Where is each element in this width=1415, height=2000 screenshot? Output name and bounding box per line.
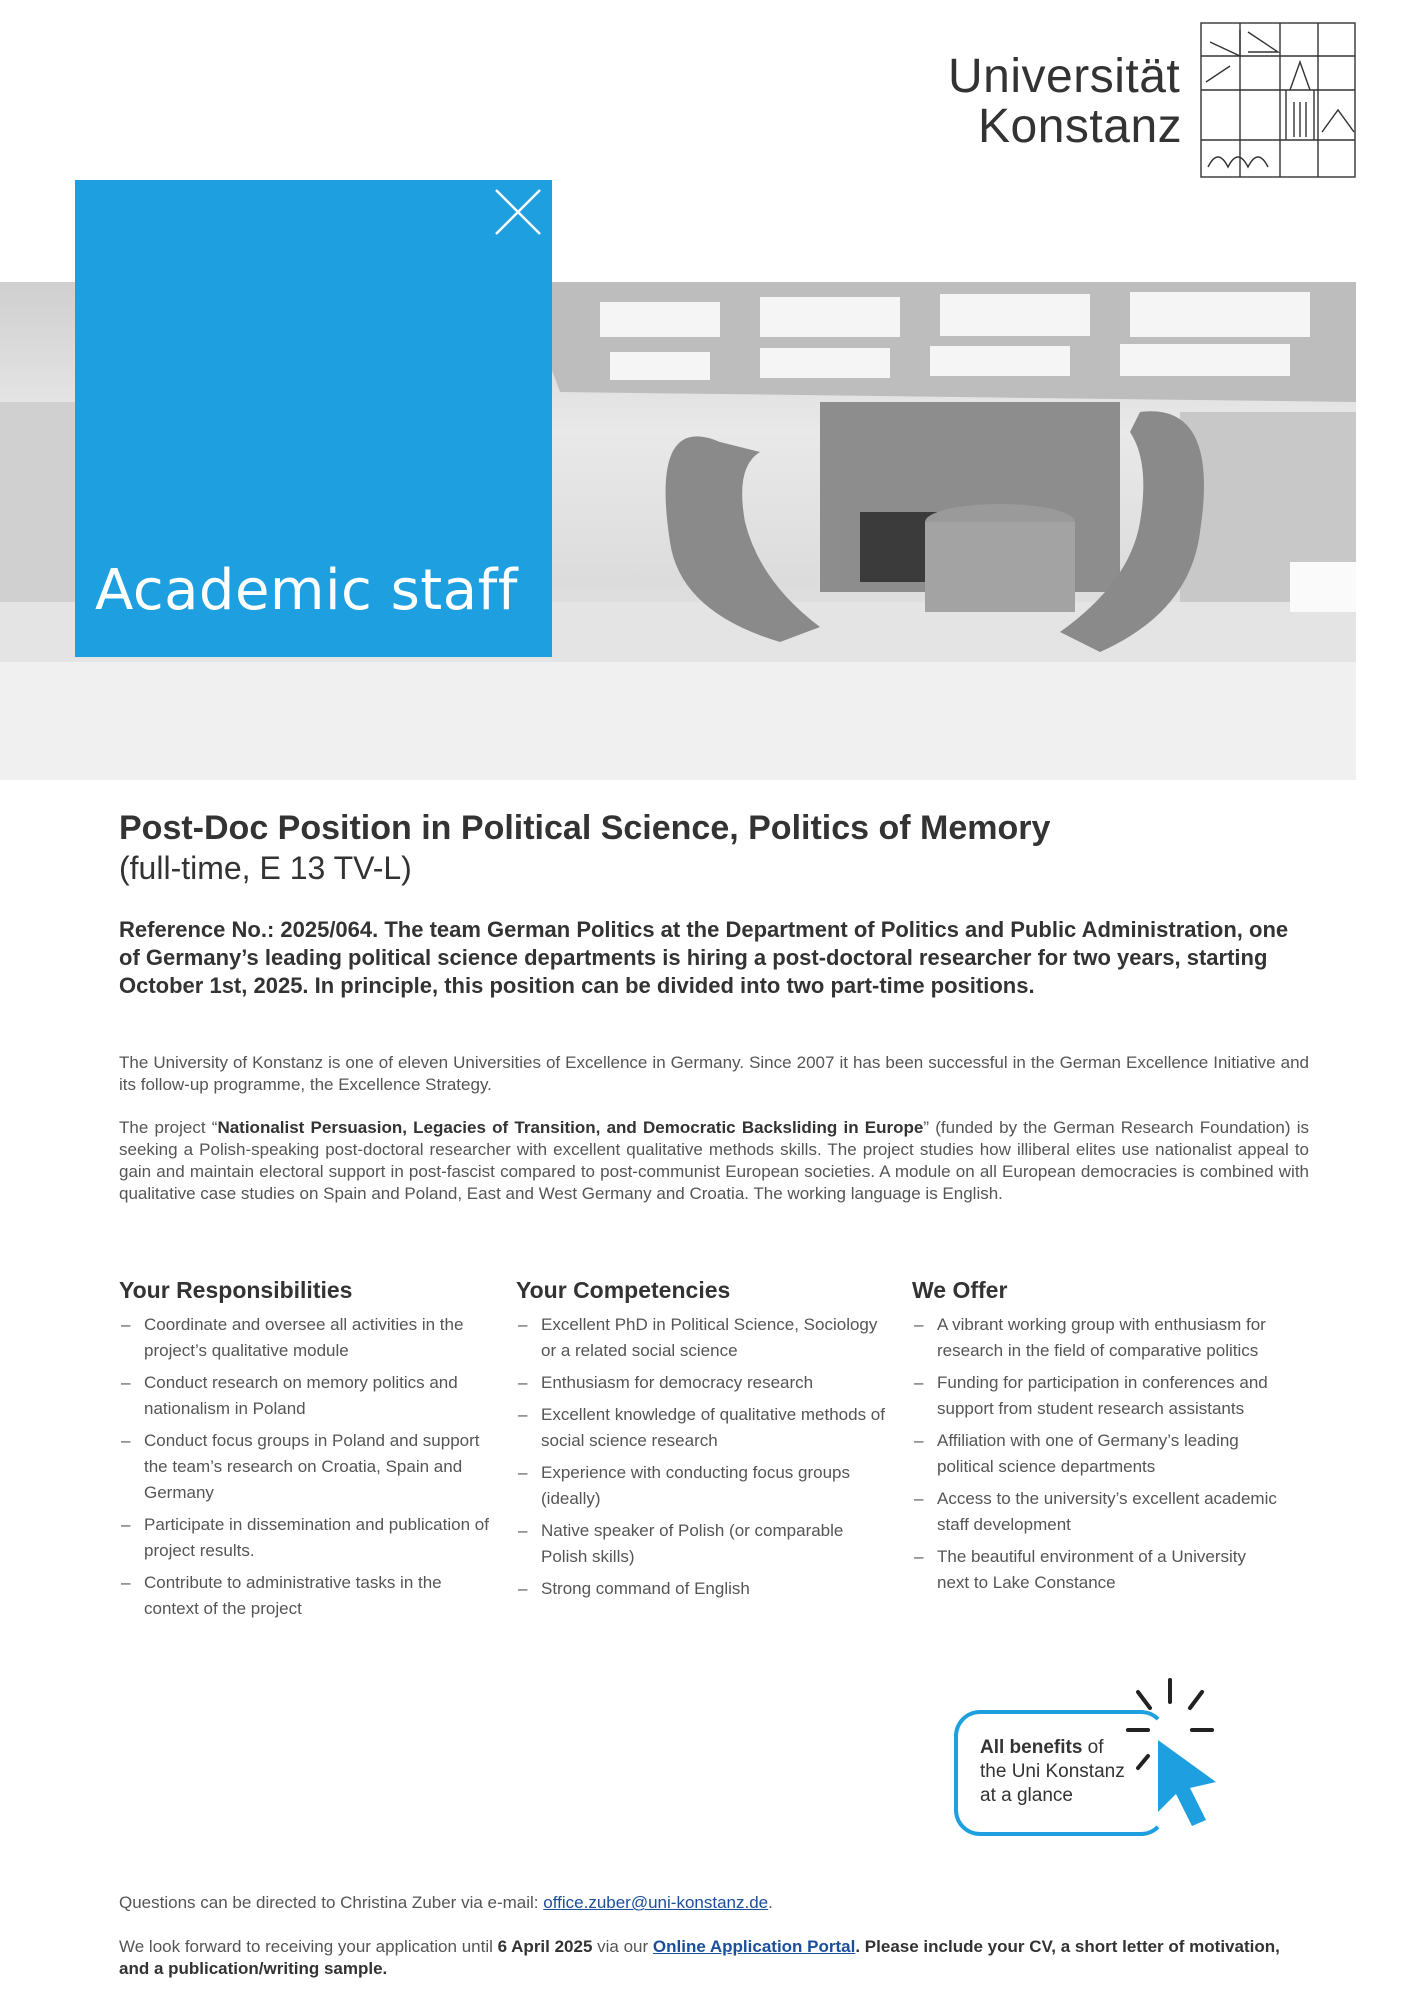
list-item: – Funding for participation in conferences and support from student research assistants [912,1370,1282,1422]
list-item: – Strong command of English [516,1576,886,1602]
contact-email-link[interactable]: office.zuber@uni-konstanz.de [543,1893,769,1912]
job-lead-paragraph: Reference No.: 2025/064. The team German Politics at the Department of Politics and Public Administration, one of Germany’s leading political science departments is hiring a post-doctoral researcher for two years, starting October 1st, 2025. In principle, this position can be divided into two part-time positions. [119,917,1289,998]
benefits-text-bold: All benefits [980,1737,1083,1758]
university-logo-text [948,52,1182,152]
contact-prefix: Questions can be directed to Christina Zuber via e-mail: [119,1893,544,1912]
responsibilities-column [119,1277,489,1628]
banner-heading: Academic staff [95,558,519,623]
job-title: Post-Doc Position in Political Science, Politics of Memory [119,809,1051,847]
application-portal-link[interactable]: Online Application Portal [652,1937,856,1956]
apply-mid: via our [592,1937,653,1956]
cursor-click-icon [1090,1670,1240,1842]
list-item: – Excellent PhD in Political Science, Sociology or a related social science [516,1312,886,1364]
responsibilities-heading: Your Responsibilities [119,1277,353,1303]
offer-column [912,1277,1282,1602]
project-name: Nationalist Persuasion, Legacies of Transition, and Democratic Backsliding in Europe [217,1118,924,1137]
application-deadline: 6 April 2025 [497,1937,593,1956]
offer-heading: We Offer [912,1277,1008,1303]
list-item: – Coordinate and oversee all activities in the project’s qualitative module [119,1312,489,1364]
project-paragraph-prefix: The project “ [119,1118,218,1137]
list-item: – Conduct research on memory politics and nationalism in Poland [119,1370,489,1422]
close-x-icon [494,188,542,236]
list-item: – Enthusiasm for democracy research [516,1370,886,1396]
project-paragraph [119,1117,1309,1205]
university-logo-mark-icon [1200,22,1356,178]
list-item: – A vibrant working group with enthusiasm for research in the field of comparative politics [912,1312,1282,1364]
university-paragraph: The University of Konstanz is one of eleven Universities of Excellence in Germany. Since 2007 it has been successful in the German Excellence Initiative and its follow-up programme, the Excellence Strategy. [119,1053,1309,1094]
competencies-heading: Your Competencies [516,1277,731,1303]
list-item: – Experience with conducting focus groups (ideally) [516,1460,886,1512]
project-paragraph-suffix: ” (funded by the German Research Foundation) is seeking a Polish-speaking post-doctoral researcher with excellent qualitative methods skills. The project studies how illiberal elites use nationalist appeal to gain and maintain electoral support in post-fascist compared to post-communist European societies. A module on all European democracies is combined with qualitative case studies on Spain and Poland, East and West Germany and Croatia. The working language is English. [119,1118,1310,1203]
application-line [119,1936,1309,1980]
benefits-text-line-3: at a glance [980,1785,1073,1806]
list-item: – Conduct focus groups in Poland and support the team’s research on Croatia, Spain and Germany [119,1428,489,1506]
apply-instructions: . Please include your CV, a short letter of motivation, and a publication/writing sample. [119,1937,1280,1978]
benefits-text-rest: of [1082,1737,1104,1758]
responsibilities-list [119,1312,489,1622]
list-item: – The beautiful environment of a University next to Lake Constance [912,1544,1282,1596]
list-item: – Contribute to administrative tasks in the context of the project [119,1570,489,1622]
contact-suffix: . [768,1893,773,1912]
apply-prefix: We look forward to receiving your application until [119,1937,498,1956]
logo-line-1: Universität [948,50,1181,103]
benefits-text-line-2: the Uni Konstanz [980,1761,1125,1782]
academic-staff-banner [75,180,552,657]
competencies-list [516,1312,886,1602]
competencies-column [516,1277,886,1608]
benefits-link-button[interactable] [950,1670,1240,1842]
offer-list [912,1312,1282,1596]
list-item: – Excellent knowledge of qualitative methods of social science research [516,1402,886,1454]
job-subtitle: (full-time, E 13 TV-L) [119,850,412,886]
list-item: – Affiliation with one of Germany’s leading political science departments [912,1428,1282,1480]
logo-line-2: Konstanz [978,100,1183,153]
list-item: – Native speaker of Polish (or comparable Polish skills) [516,1518,886,1570]
list-item: – Participate in dissemination and publication of project results. [119,1512,489,1564]
list-item: – Access to the university’s excellent academic staff development [912,1486,1282,1538]
contact-line [119,1893,773,1913]
